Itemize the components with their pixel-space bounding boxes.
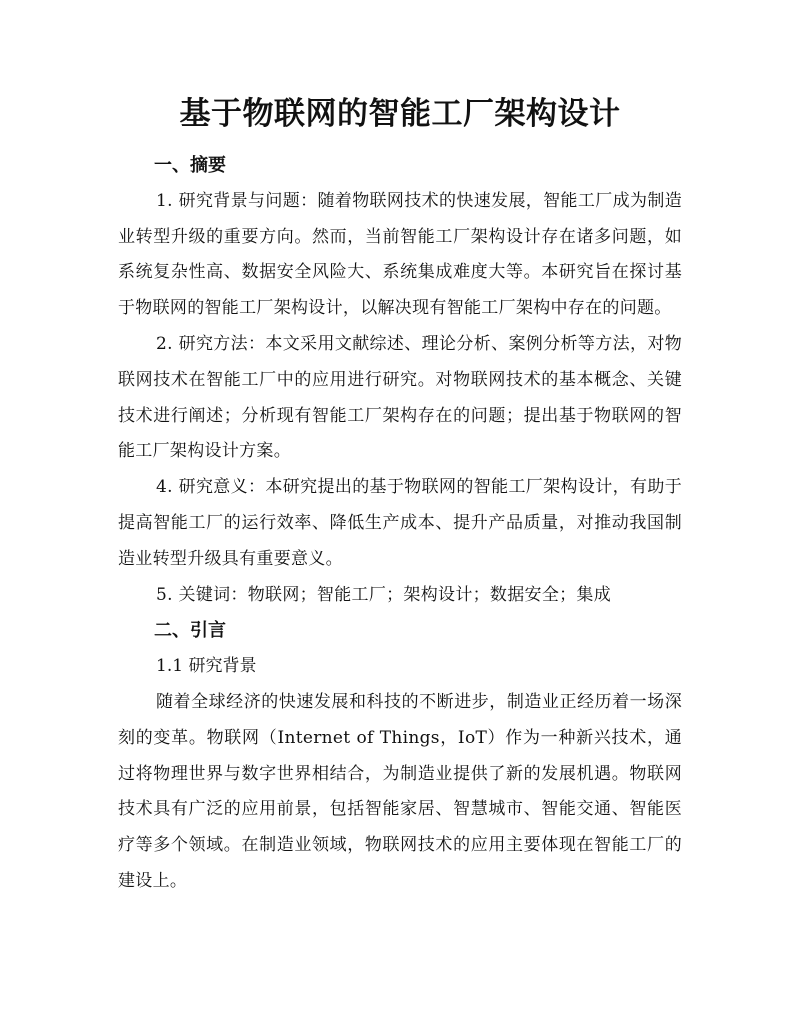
title-spacer [118, 136, 682, 148]
section-heading-introduction: 二、引言 [154, 620, 226, 642]
abstract-paragraph-methods: 2. 研究方法：本文采用文献综述、理论分析、案例分析等方法，对物联网技术在智能工厂中的应用进行研究。对物联网技术的基本概念、关键技术进行阐述；分析现有智能工厂架构存在的问题；提出基于物联网的智能工厂架构设计方案。 [118, 333, 682, 462]
introduction-paragraph: 随着全球经济的快速发展和科技的不断进步，制造业正经历着一场深刻的变革。物联网（Internet of Things，IoT）作为一种新兴技术，通过将物理世界与数字世界相结合，为制造业提供了新的发展机遇。物联网技术具有广泛的应用前景，包括智能家居、智慧城市、智能交通、智能医疗等多个领域。在制造业领域，物联网技术的应用主要体现在智能工厂的建设上。 [118, 691, 682, 891]
abstract-paragraph-background: 1. 研究背景与问题：随着物联网技术的快速发展，智能工厂成为制造业转型升级的重要方向。然而，当前智能工厂架构设计存在诸多问题，如系统复杂性高、数据安全风险大、系统集成难度大等。本研究旨在探讨基于物联网的智能工厂架构设计，以解决现有智能工厂架构中存在的问题。 [118, 190, 682, 319]
abstract-paragraph-significance: 4. 研究意义：本研究提出的基于物联网的智能工厂架构设计，有助于提高智能工厂的运行效率、降低生产成本、提升产品质量，对推动我国制造业转型升级具有重要意义。 [118, 477, 682, 569]
subsection-heading-background: 1.1 研究背景 [156, 656, 257, 677]
section-heading-abstract: 一、摘要 [154, 155, 226, 176]
abstract-paragraph-keywords: 5. 关键词：物联网；智能工厂；架构设计；数据安全；集成 [156, 584, 612, 605]
document-title: 基于物联网的智能工厂架构设计 [179, 96, 621, 132]
